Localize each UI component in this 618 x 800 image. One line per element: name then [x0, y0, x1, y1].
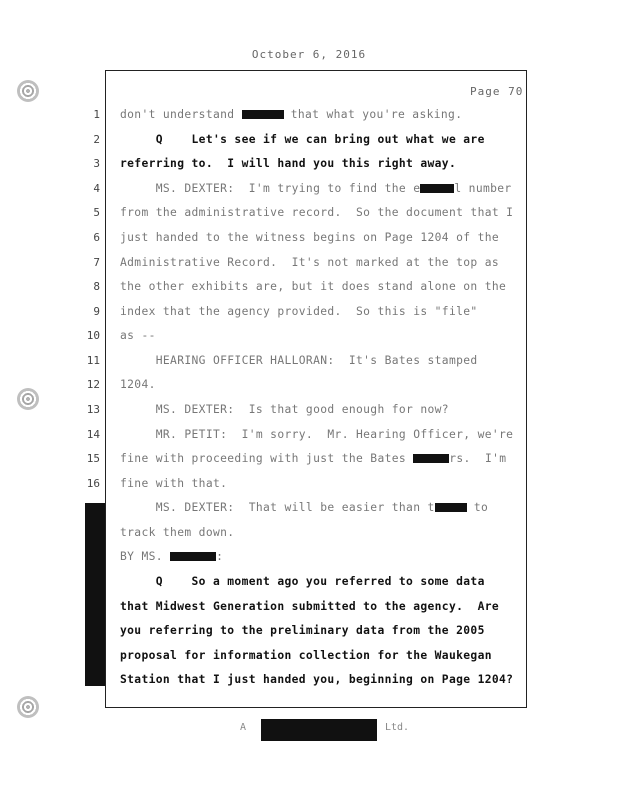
line-number: 11 — [86, 354, 100, 367]
transcript-line: as -- — [120, 329, 156, 342]
line-number: 5 — [93, 206, 100, 219]
transcript-line: that Midwest Generation submitted to the agency. Are — [120, 600, 500, 613]
line-number: 12 — [86, 378, 100, 391]
transcript-line: you referring to the preliminary data from the 2005 — [120, 624, 485, 637]
transcript-line: MS. DEXTER: Is that good enough for now? — [120, 403, 449, 416]
transcript-line: fine with that. — [120, 477, 228, 490]
redaction-box — [413, 454, 449, 463]
transcript-line: the other exhibits are, but it does stand alone on the — [120, 280, 507, 293]
transcript-line: 1204. — [120, 378, 156, 391]
transcript-line: MS. DEXTER: I'm trying to find the e l number — [120, 182, 512, 195]
footer-prefix: A — [240, 722, 247, 733]
transcript-line: Q Let's see if we can bring out what we are — [120, 133, 485, 146]
line-number: 4 — [93, 182, 100, 195]
line-number: 9 — [93, 305, 100, 318]
transcript-date: October 6, 2016 — [251, 48, 367, 61]
transcript-line: MS. DEXTER: That will be easier than t to — [120, 501, 489, 514]
hole-punch-icon — [17, 80, 39, 102]
page-footer — [0, 719, 618, 743]
redaction-box — [435, 503, 467, 512]
transcript-line: fine with proceeding with just the Bates rs. I'm — [120, 452, 507, 465]
hole-punch-icon — [17, 388, 39, 410]
transcript-line: Station that I just handed you, beginning on Page 1204? — [120, 673, 514, 686]
transcript-line: BY MS. : — [120, 550, 224, 563]
transcript-line: Q So a moment ago you referred to some data — [120, 575, 485, 588]
hole-punch-icon — [17, 696, 39, 718]
transcript-line: Administrative Record. It's not marked at the top as — [120, 256, 500, 269]
line-number: 2 — [93, 133, 100, 146]
line-number: 15 — [86, 452, 100, 465]
transcript-line: index that the agency provided. So this is "file" — [120, 305, 478, 318]
line-number: 7 — [93, 256, 100, 269]
line-number: 10 — [86, 329, 100, 342]
redaction-box — [420, 184, 454, 193]
redaction-bar — [85, 503, 105, 686]
line-number: 16 — [86, 477, 100, 490]
line-number: 14 — [86, 428, 100, 441]
transcript-line: just handed to the witness begins on Page 1204 of the — [120, 231, 500, 244]
page-number: Page 70 — [470, 85, 524, 98]
transcript-line: referring to. I will hand you this right away. — [120, 157, 457, 170]
line-number: 6 — [93, 231, 100, 244]
redaction-box — [242, 110, 284, 119]
line-number: 3 — [93, 157, 100, 170]
transcript-line: track them down. — [120, 526, 235, 539]
transcript-line: MR. PETIT: I'm sorry. Mr. Hearing Officer, we're — [120, 428, 514, 441]
redaction-box — [170, 552, 216, 561]
transcript-line: proposal for information collection for the Waukegan — [120, 649, 492, 662]
footer-redaction-box — [261, 719, 377, 741]
line-number: 13 — [86, 403, 100, 416]
line-number: 8 — [93, 280, 100, 293]
footer-suffix: Ltd. — [385, 722, 410, 733]
transcript-line: from the administrative record. So the document that I — [120, 206, 514, 219]
transcript-line: HEARING OFFICER HALLORAN: It's Bates stamped — [120, 354, 478, 367]
transcript-line: don't understand that what you're asking. — [120, 108, 463, 121]
line-number: 1 — [93, 108, 100, 121]
